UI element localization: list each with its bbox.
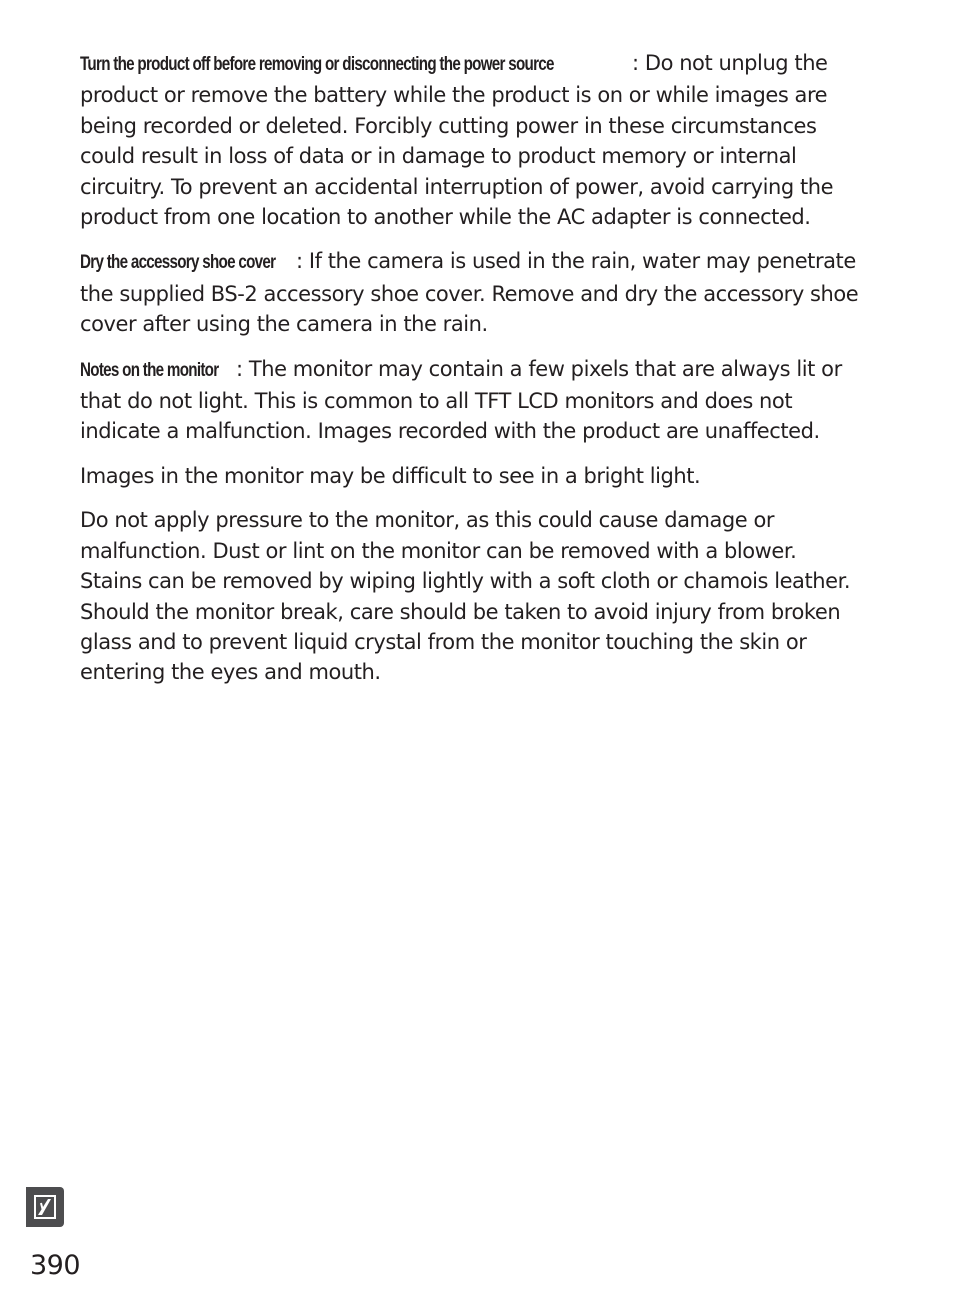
shoe-cover-text: : If the camera is used in the rain, water may penetrate the supplied BS-2 accessory shoe cover. Remove and dry the accessory shoe cover after using the camera in the rain. <box>80 249 859 337</box>
pressure-paragraph: Do not apply pressure to the monitor, as this could cause damage or malfunction. Dust or lint on the monitor can be removed with a blower. Stains can be removed by wiping lightly with a soft cloth or chamois leather. Should the monitor break, care should be taken to avoid injury from broken glass and to prevent liquid crystal from the monitor touching the skin or entering the eyes and mouth. <box>80 508 851 685</box>
monitor-text: : The monitor may contain a few pixels that are always lit or that do not light. This is common to all TFT LCD monitors and does not indicate a malfunction. Images recorded with the product are unaffected. <box>80 356 842 444</box>
power-source-heading: Turn the product off before removing or disconnecting the power source <box>80 54 554 75</box>
page-content <box>80 48 860 702</box>
shoe-cover-heading: Dry the accessory shoe cover <box>80 252 276 274</box>
power-source-text: : Do not unplug the product or remove the battery while the product is on or while images are being recorded or deleted. Forcibly cutting power in these circumstances could result in loss of data or in damage to product memory or internal circuitry. To prevent an accidental interruption of power, avoid carrying the product from one location to another while the AC adapter is connected. <box>80 51 834 230</box>
technical-notes-icon <box>34 1193 56 1221</box>
monitor-note <box>80 354 860 447</box>
section-tab <box>26 1187 64 1227</box>
power-source-note <box>80 48 860 232</box>
monitor-heading: Notes on the monitor <box>80 359 219 381</box>
page-number: 390 <box>30 1250 81 1281</box>
shoe-cover-note <box>80 246 860 339</box>
bright-light-paragraph: Images in the monitor may be difficult to see in a bright light. <box>80 463 701 488</box>
